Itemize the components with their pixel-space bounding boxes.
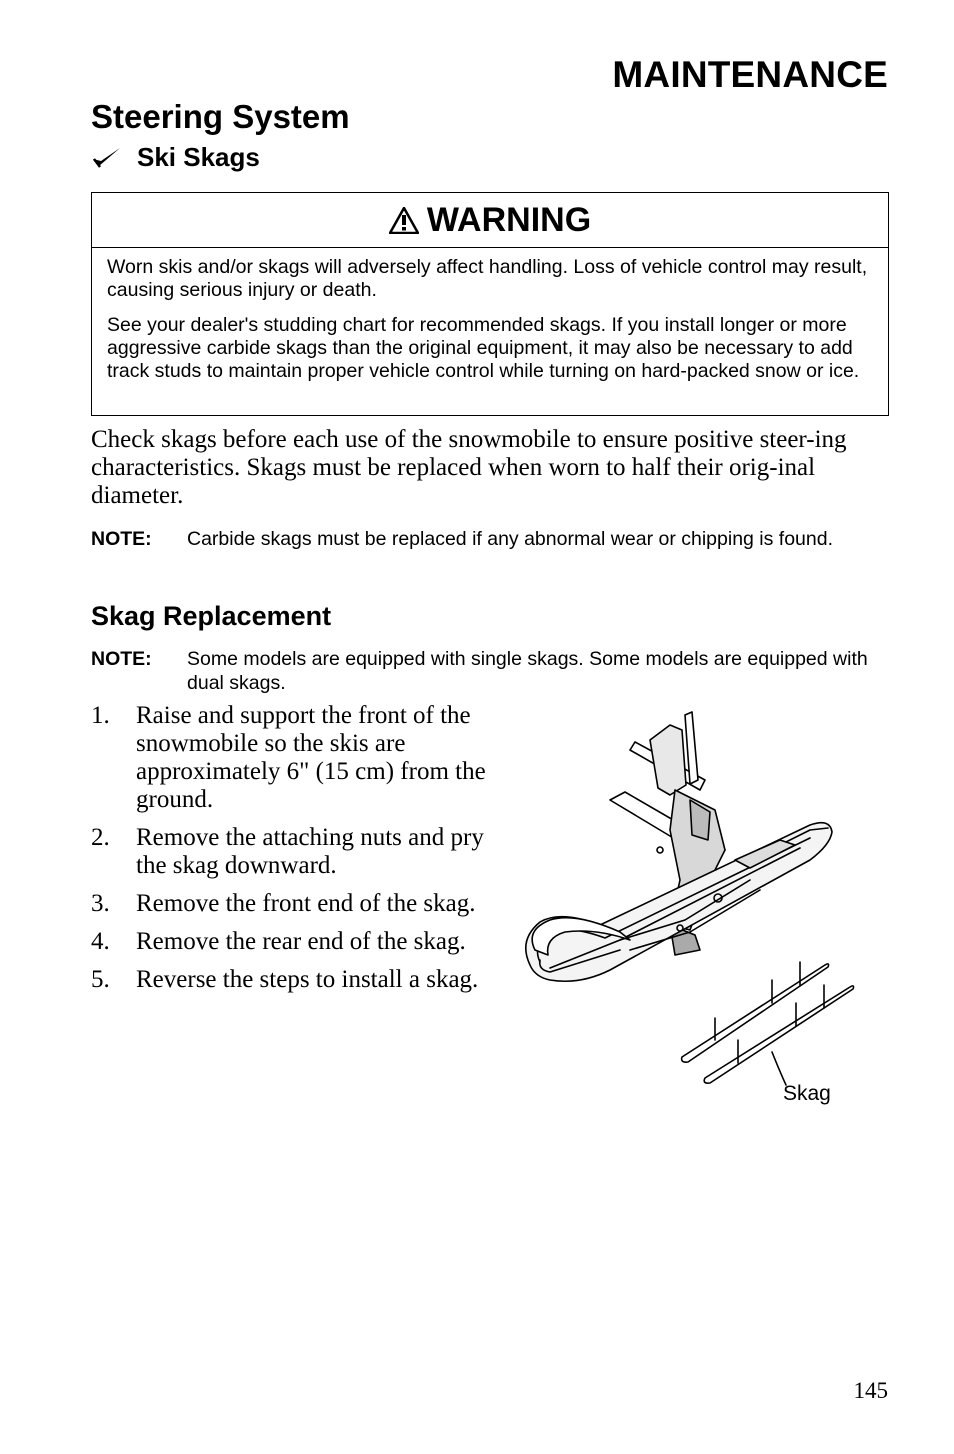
section-header: MAINTENANCE [612,54,888,95]
step-number: 5. [91,966,110,993]
warning-paragraph: Worn skis and/or skags will adversely affect handling. Loss of vehicle control may result, causing serious injury or death. [107,256,868,301]
step-number: 3. [91,890,110,917]
note-label: NOTE: [91,528,152,550]
warning-title: WARNING [426,200,592,239]
note-label: NOTE: [91,648,152,670]
step-item [91,890,491,918]
warning-triangle-icon [389,207,419,234]
step-item [91,824,491,880]
step-item [91,928,491,956]
intro-paragraph: Check skags before each use of the snowmobile to ensure positive steer-ing characteristics. Skags must be replaced when worn to half their orig-inal diameter. [91,426,847,509]
subsection-heading [91,142,260,173]
warning-paragraph: See your dealer's studding chart for recommended skags. If you install longer or more aggressive carbide skags than the original equipment, it may also be necessary to add track studs to maintain proper vehicle control while turning on hard-packed snow or ice. [107,314,860,382]
step-number: 1. [91,702,110,729]
step-text: Remove the attaching nuts and pry the skag downward. [136,824,484,879]
page-title: Steering System [91,98,350,135]
step-text: Reverse the steps to install a skag. [136,966,479,993]
note-text: Carbide skags must be replaced if any abnormal wear or chipping is found. [187,528,834,550]
note-models [91,647,891,695]
skag-replacement-heading: Skag Replacement [91,601,332,631]
figure-label: Skag [783,1082,831,1105]
subsection-label: Ski Skags [137,142,260,172]
steps-list [91,702,491,1004]
checkmark-icon [91,144,123,172]
ski-skag-illustration [510,700,860,1120]
warning-box [91,192,889,416]
step-number: 4. [91,928,110,955]
note-carbide [91,527,891,551]
step-text: Raise and support the front of the snowmobile so the skis are approximately 6" (15 cm) from the ground. [136,702,486,813]
warning-header [92,193,888,248]
note-text: Some models are equipped with single skags. Some models are equipped with dual skags. [187,648,868,694]
step-item [91,702,491,814]
page-number: 145 [853,1378,888,1403]
warning-body [92,248,888,383]
step-item [91,966,491,994]
step-text: Remove the rear end of the skag. [136,928,466,955]
step-text: Remove the front end of the skag. [136,890,476,917]
step-number: 2. [91,824,110,851]
